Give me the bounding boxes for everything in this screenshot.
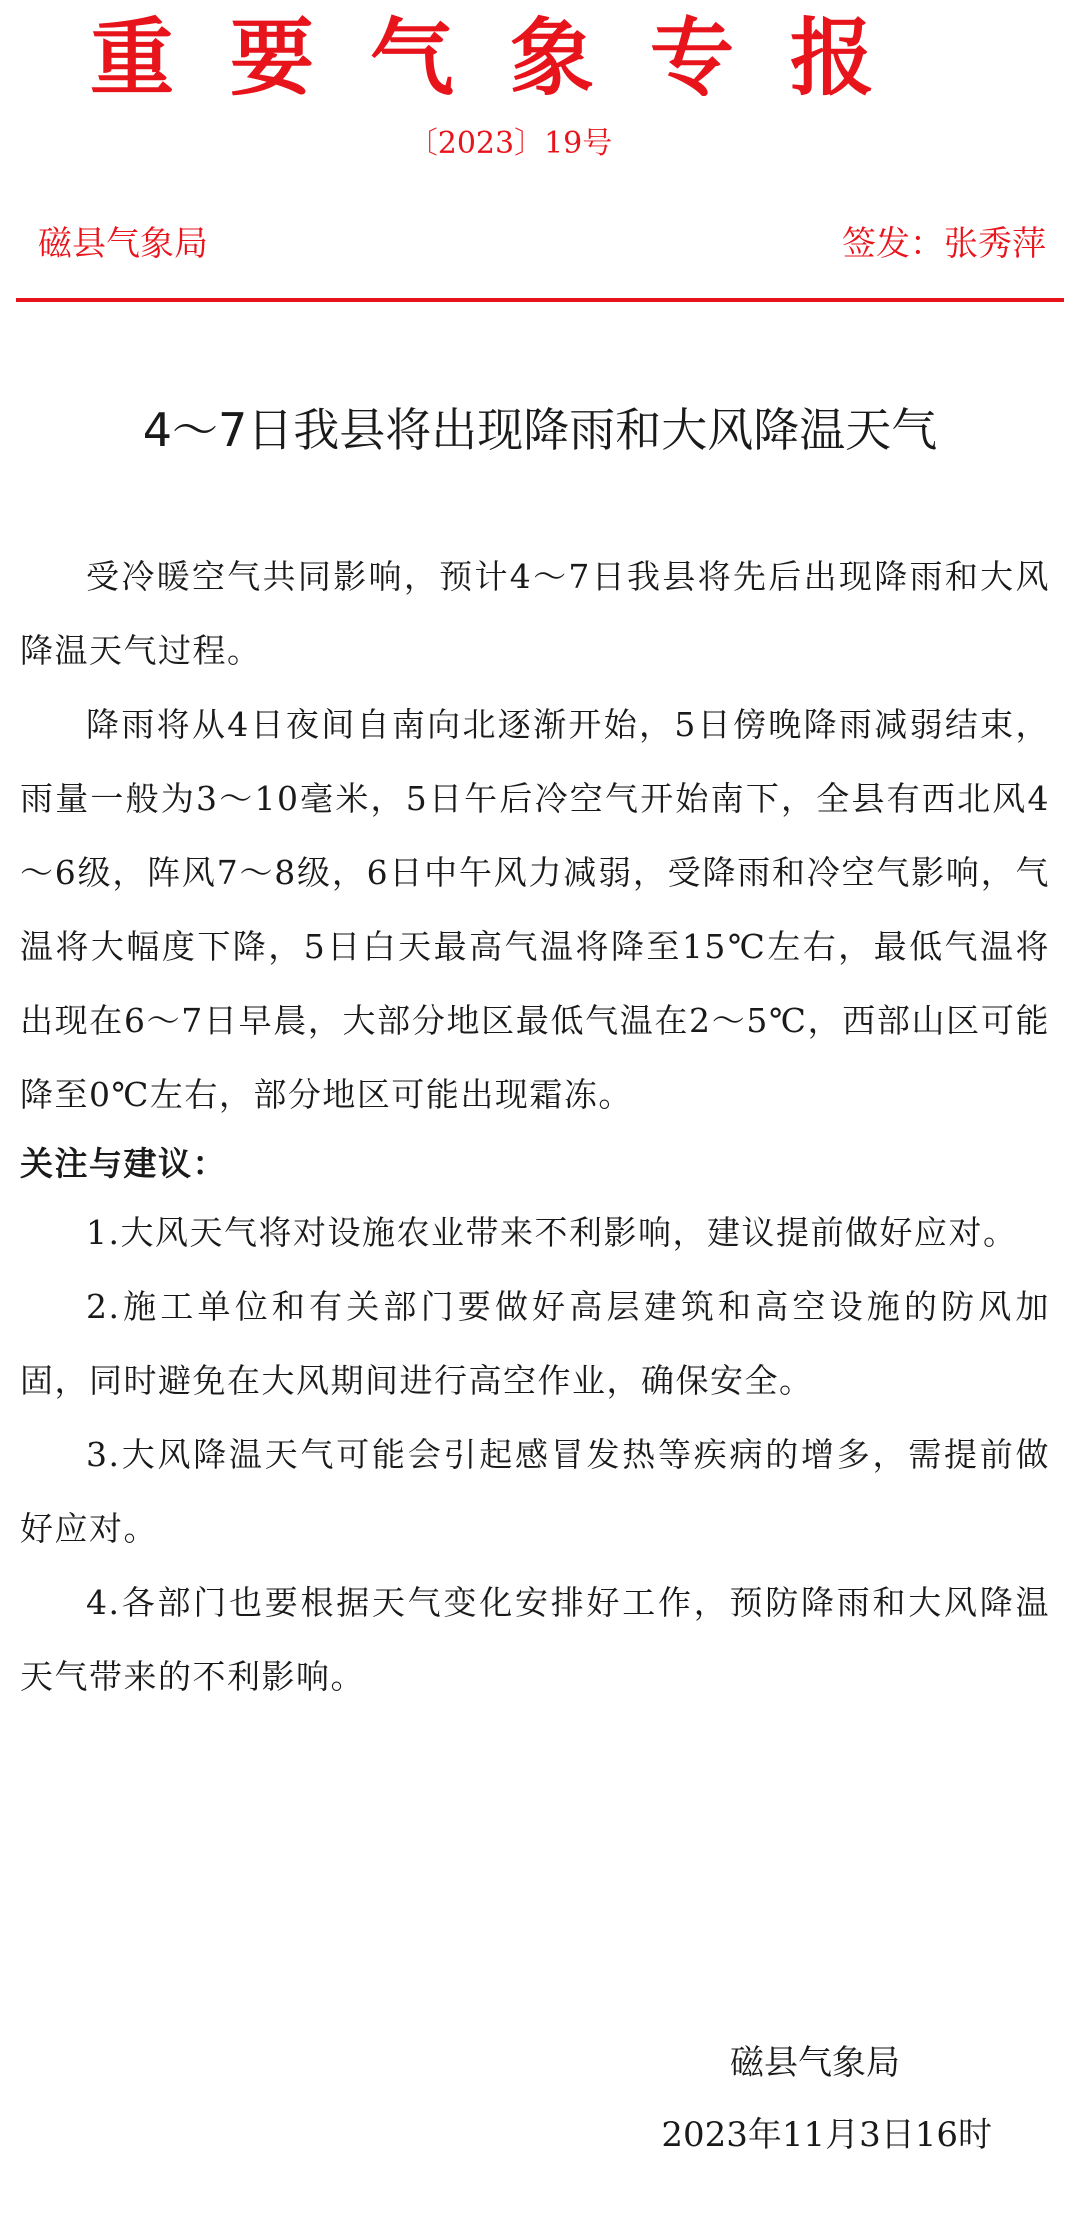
suggestion-item: 2.施工单位和有关部门要做好高层建筑和高空设施的防风加固，同时避免在大风期间进行高空作业，确保安全。 (20, 1287, 1050, 1400)
body-paragraph: 降雨将从4日夜间自南向北逐渐开始，5日傍晚降雨减弱结束，雨量一般为3～10毫米，5日午后冷空气开始南下，全县有西北风4～6级，阵风7～8级，6日中午风力减弱，受降雨和冷空气影响，气温将大幅度下降，5日白天最高气温将降至15℃左右，最低气温将出现在6～7日早晨，大部分地区最低气温在2～5℃，西部山区可能降至0℃左右，部分地区可能出现霜冻。 (20, 705, 1050, 1114)
document-body (20, 540, 1050, 1714)
section-heading: 关注与建议： (20, 1144, 227, 1183)
body-paragraph: 受冷暖空气共同影响，预计4～7日我县将先后出现降雨和大风降温天气过程。 (20, 557, 1050, 670)
issue-number: 〔2023〕19号 (407, 126, 613, 161)
signer: 签发：张秀萍 (842, 224, 1046, 264)
header-divider (16, 298, 1064, 302)
issuing-office: 磁县气象局 (38, 224, 208, 264)
footer-office: 磁县气象局 (730, 2043, 900, 2083)
masthead-title: 重要气象专报 (89, 9, 930, 107)
suggestion-item: 4.各部门也要根据天气变化安排好工作，预防降雨和大风降温天气带来的不利影响。 (20, 1583, 1050, 1696)
suggestion-item: 1.大风天气将对设施农业带来不利影响，建议提前做好应对。 (86, 1213, 1018, 1252)
footer-date: 2023年11月3日16时 (661, 2115, 992, 2155)
suggestion-item: 3.大风降温天气可能会引起感冒发热等疾病的增多，需提前做好应对。 (20, 1435, 1050, 1548)
document-title: 4～7日我县将出现降雨和大风降温天气 (142, 403, 938, 457)
